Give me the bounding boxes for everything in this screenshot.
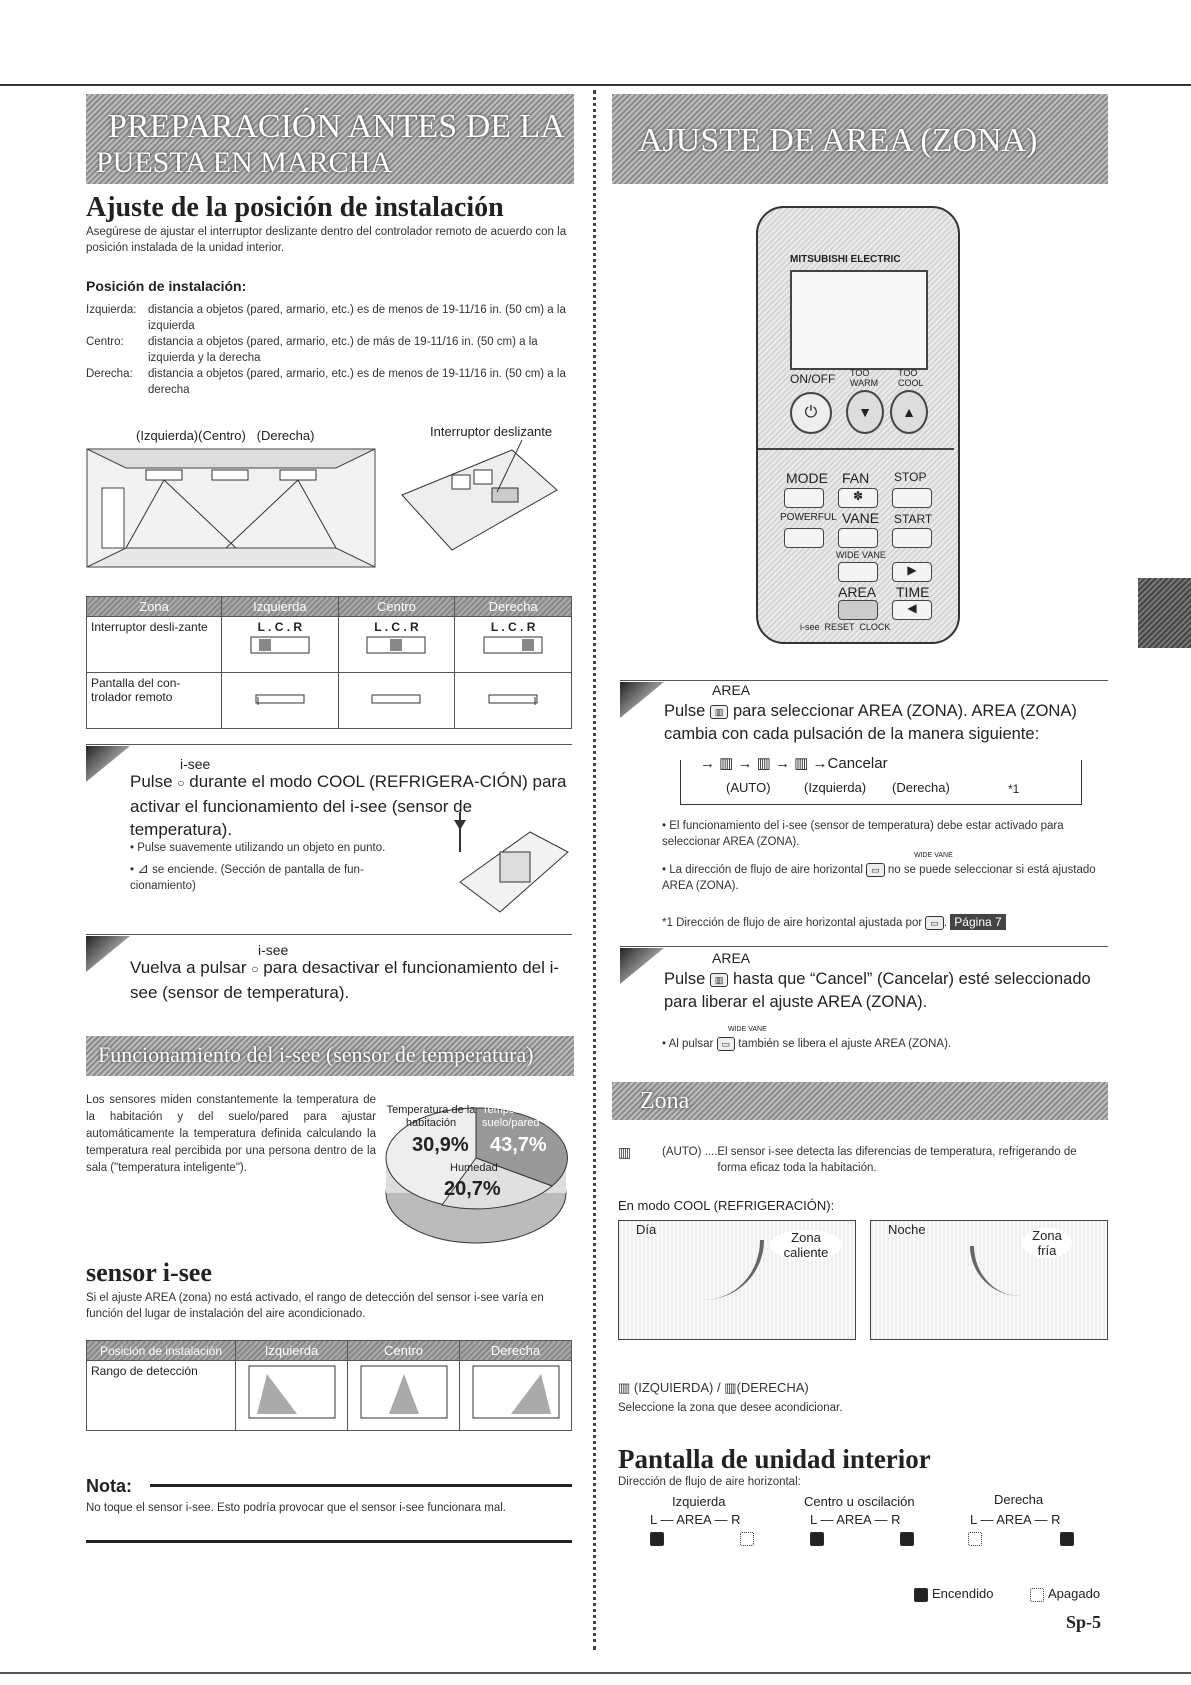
right-zone-icon: ▥ xyxy=(724,1380,737,1395)
step-text-a: Pulse xyxy=(130,772,173,791)
pie-label-room: Temperatura de la habitación xyxy=(386,1104,476,1129)
airflow-center-icon xyxy=(366,691,426,707)
col-header: Izquierda xyxy=(222,597,339,617)
area-button-icon: ▥ xyxy=(710,705,729,719)
lr-label: (IZQUIERDA) / xyxy=(633,1380,721,1395)
row-label: Derecha: xyxy=(86,368,133,380)
wide-vane-icon: ▭ xyxy=(866,863,885,877)
row-label: Centro: xyxy=(86,336,124,348)
zona-auto xyxy=(618,1144,1108,1176)
bullet-text: no se puede seleccionar si está ajustado AREA (ZONA). xyxy=(662,864,1096,892)
area-button[interactable] xyxy=(838,600,878,620)
led-on-icon xyxy=(650,1532,664,1546)
row-text: distancia a objetos (pared, armario, etc.) de más de 19-11/16 in. (50 cm) a la izquierda y la derecha xyxy=(148,336,538,364)
switch-cell-left xyxy=(222,617,339,673)
col-label-left: Izquierda xyxy=(672,1494,726,1509)
area-line-right: L — AREA — R xyxy=(970,1512,1061,1527)
col-label-right: Derecha xyxy=(994,1492,1044,1507)
temp-down-button[interactable]: ▼ xyxy=(846,390,884,434)
time-label: TIME xyxy=(896,584,930,600)
slide-switch-illustration xyxy=(392,440,562,560)
seq-left: (Izquierda) xyxy=(804,780,867,795)
zona-mode-text: En modo COOL (REFRIGERACIÓN): xyxy=(618,1198,835,1213)
isee-button-label: i-see xyxy=(180,756,211,772)
step-marker xyxy=(86,936,130,972)
area-note-1: *1 Dirección de flujo de aire horizontal ajustada por ▭ . Página 7 xyxy=(662,914,1106,931)
wide-vane-small: WIDE VANE xyxy=(914,852,953,859)
top-rule xyxy=(0,84,1191,86)
step-text-b: durante el modo COOL (REFRIGERA-CIÓN) para activar el funcionamiento del i-see (sensor de temperatura). xyxy=(130,772,567,839)
step-text-b: para desactivar el funcionamiento del i-see (sensor de temperatura). xyxy=(130,958,560,1002)
isee-text: Si el ajuste AREA (zona) no está activado, el rango de detección del sensor i-see varía en función del lugar de instalación del aire acondicionado. xyxy=(86,1292,544,1320)
bullet-text: La dirección de flujo de aire horizontal xyxy=(669,864,863,876)
row-label: Interruptor desli-zante xyxy=(87,617,222,673)
auto-label: (AUTO) .... xyxy=(662,1146,718,1158)
step-rule xyxy=(620,946,1108,947)
wide-vane-label: WIDE VANE xyxy=(836,550,886,560)
area-step1-text xyxy=(664,700,1104,746)
legend-off-label: Apagado xyxy=(1048,1586,1101,1601)
row-label: Pantalla del con-trolador remoto xyxy=(87,673,222,729)
section-banner-isee xyxy=(86,1036,574,1076)
led-on-icon xyxy=(810,1532,824,1546)
col-header: Posición de instalación xyxy=(87,1341,236,1361)
bullet-text: Pulse suavemente utilizando un objeto en punto. xyxy=(137,842,386,854)
column-divider xyxy=(593,90,596,1650)
led-off-icon xyxy=(968,1532,982,1546)
banner-text: Zona xyxy=(640,1088,690,1114)
lcr-label: L . C . R xyxy=(257,620,303,634)
remote-brand: MITSUBISHI ELECTRIC xyxy=(790,254,901,265)
pie-value-room: 30,9% xyxy=(412,1134,469,1156)
area-button-label: AREA xyxy=(712,682,751,698)
switch-cell-center xyxy=(338,617,455,673)
display-subtitle: Dirección de flujo de aire horizontal: xyxy=(618,1476,801,1488)
lr-label: (DERECHA) xyxy=(736,1380,809,1395)
bullet-text: Al pulsar xyxy=(668,1038,714,1050)
remote-screen xyxy=(790,270,928,370)
bullet-text: también se libera el ajuste AREA (ZONA). xyxy=(738,1038,952,1050)
day-label: Día xyxy=(636,1222,657,1237)
range-cell-left xyxy=(236,1361,348,1431)
lcr-label: L . C . R xyxy=(374,620,419,634)
isee-button-icon: ○ xyxy=(177,776,185,790)
isee-title: sensor i-see xyxy=(86,1258,212,1287)
legend-off-icon xyxy=(1030,1588,1044,1602)
night-label: Noche xyxy=(888,1222,926,1237)
banner-text: AJUSTE DE AREA (ZONA) xyxy=(638,122,1038,159)
switch-center-icon xyxy=(361,634,431,656)
remote-bottom-labels: i-see RESET CLOCK xyxy=(800,622,891,632)
remote-too-cool: TOO COOL xyxy=(898,368,924,388)
col-header: Zona xyxy=(87,597,222,617)
switch-cell-right xyxy=(455,617,572,673)
area-label: AREA xyxy=(838,584,877,600)
install-row xyxy=(86,334,576,366)
install-subtitle: Posición de instalación: xyxy=(86,278,247,294)
display-cell-center xyxy=(338,673,455,729)
pie-label-floor: Temperatura del suelo/pared xyxy=(482,1104,562,1129)
area-line-left: L — AREA — R xyxy=(650,1512,741,1527)
legend-on-label: Encendido xyxy=(932,1586,994,1601)
nota-text: No toque el sensor i-see. Esto podría provocar que el sensor i-see funcionara mal. xyxy=(86,1502,506,1514)
hot-zone-label: Zona caliente xyxy=(770,1230,842,1260)
airflow-right-icon xyxy=(483,691,543,707)
range-table xyxy=(86,1340,572,1431)
page-number: Sp-5 xyxy=(1066,1612,1102,1632)
install-rows xyxy=(86,302,576,398)
vane-label: VANE xyxy=(842,510,880,526)
seq-auto: (AUTO) xyxy=(726,780,771,795)
step-marker xyxy=(620,682,664,718)
nota-title: Nota: xyxy=(86,1476,132,1496)
step-text-a: Pulse xyxy=(664,970,706,988)
zone-table xyxy=(86,596,572,729)
page-ref-badge[interactable]: Página 7 xyxy=(950,914,1005,930)
fig-caption-positions: (Izquierda)(Centro) (Derecha) xyxy=(136,428,315,443)
time-down-button[interactable]: ◀ xyxy=(892,600,932,620)
led-off-icon xyxy=(740,1532,754,1546)
install-row xyxy=(86,302,576,334)
display-title: Pantalla de unidad interior xyxy=(618,1444,931,1474)
range-cell-center xyxy=(348,1361,460,1431)
switch-right-icon xyxy=(478,634,548,656)
area-step2-text xyxy=(664,968,1104,1014)
isee-button-label: i-see xyxy=(258,942,289,958)
time-up-button[interactable]: ▶ xyxy=(892,562,932,582)
row-text: distancia a objetos (pared, armario, etc.) es de menos de 19-11/16 in. (50 cm) a la izquierda xyxy=(148,304,566,332)
cold-zone-label: Zona fría xyxy=(1022,1228,1072,1258)
bottom-rule xyxy=(0,1672,1191,1674)
zona-lr-text: Seleccione la zona que desee acondicionar. xyxy=(618,1402,843,1414)
range-cell-right xyxy=(460,1361,572,1431)
temp-up-button[interactable]: ▲ xyxy=(890,390,928,434)
sequence-arrows: → ▥ → ▥ → ▥ →Cancelar xyxy=(700,755,888,772)
range-center-icon xyxy=(359,1364,449,1420)
step-rule xyxy=(620,680,1108,681)
step1-bullet-2: • ⊿ se enciende. (Sección de pantalla de fun-cionamiento) xyxy=(130,860,364,892)
fan-button[interactable]: ✽ xyxy=(838,488,878,508)
step-text-b: hasta que “Cancel” (Cancelar) esté seleccionado para liberar el ajuste AREA (ZONA). xyxy=(664,970,1091,1011)
led-on-icon xyxy=(1060,1532,1074,1546)
area-step2-bullet: • Al pulsar ▭ también se libera el ajuste AREA (ZONA). xyxy=(662,1038,952,1050)
remote-onoff: ON/OFF xyxy=(790,372,836,386)
side-tab xyxy=(1138,578,1191,648)
start-timer-button[interactable] xyxy=(892,528,932,548)
col-header: Derecha xyxy=(460,1341,572,1361)
press-illustration xyxy=(440,812,570,924)
col-header: Izquierda xyxy=(236,1341,348,1361)
step-text-a: Pulse xyxy=(664,702,706,720)
isee-symbol-icon: ⊿ xyxy=(137,860,149,876)
nota-bottom-rule xyxy=(86,1540,572,1543)
banner-text: Funcionamiento del i-see (sensor de temperatura) xyxy=(98,1042,534,1067)
lcr-label: L . C . R xyxy=(490,620,536,634)
room-illustration xyxy=(86,448,376,568)
auto-text: El sensor i-see detecta las diferencias de temperatura, refrigerando de forma eficaz toda la habitación. xyxy=(717,1146,1077,1174)
powerful-button[interactable] xyxy=(784,528,824,548)
bullet-text: El funcionamiento del i-see (sensor de temperatura) debe estar activado para seleccionar AREA (ZONA). xyxy=(662,820,1064,848)
pie-value-floor: 43,7% xyxy=(490,1134,547,1156)
step1-bullet-1: • Pulse suavemente utilizando un objeto en punto. xyxy=(130,842,386,854)
left-zone-icon: ▥ xyxy=(618,1380,631,1395)
col-header: Derecha xyxy=(455,597,572,617)
range-right-icon xyxy=(471,1364,561,1420)
banner-line-2: PUESTA EN MARCHA xyxy=(96,146,392,179)
display-cell-right xyxy=(455,673,572,729)
wide-vane-icon: ▭ xyxy=(925,916,944,930)
step-marker xyxy=(620,948,664,984)
isee-button-icon: ○ xyxy=(251,962,259,976)
install-row xyxy=(86,366,576,398)
install-title: Ajuste de la posición de instalación xyxy=(86,192,504,223)
display-cell-left xyxy=(222,673,339,729)
bullet-text: se enciende. (Sección de pantalla de fun-cionamiento) xyxy=(130,864,364,892)
remote-too-warm: TOO WARM xyxy=(850,368,879,388)
area-button-label: AREA xyxy=(712,950,751,966)
section-banner-zona xyxy=(612,1082,1108,1120)
row-label: Rango de detección xyxy=(87,1361,236,1431)
stop-timer-button[interactable] xyxy=(892,488,932,508)
row-text: distancia a objetos (pared, armario, etc.) es de menos de 19-11/16 in. (50 cm) a la derecha xyxy=(148,368,566,396)
start-label: START xyxy=(894,512,933,526)
pie-value-humidity: 20,7% xyxy=(444,1178,501,1200)
banner-line-1: PREPARACIÓN ANTES DE LA xyxy=(108,108,565,145)
zona-lr xyxy=(618,1380,809,1396)
wide-vane-button[interactable] xyxy=(838,562,878,582)
legend-on-icon xyxy=(914,1588,928,1602)
col-header: Centro xyxy=(348,1341,460,1361)
area-bullet-2: • La dirección de flujo de aire horizontal ▭ no se puede seleccionar si está ajustado AREA (ZONA). xyxy=(662,864,1096,892)
section-banner-area xyxy=(612,94,1108,184)
power-button[interactable]: ⏻ xyxy=(790,392,832,434)
area-button-icon: ▥ xyxy=(710,973,729,987)
note-text: *1 Dirección de flujo de aire horizontal ajustada por xyxy=(662,917,923,929)
mode-label: MODE xyxy=(786,470,828,486)
step-text-b: para seleccionar AREA (ZONA). AREA (ZONA) cambia con cada pulsación de la manera siguiente: xyxy=(664,702,1077,743)
row-label: Izquierda: xyxy=(86,304,137,316)
seq-note: *1 xyxy=(1008,782,1020,796)
section-banner-preparation xyxy=(86,94,574,184)
pie-label-humidity: Humedad xyxy=(450,1162,498,1174)
step-rule xyxy=(86,744,572,745)
wide-vane-small: WIDE VANE xyxy=(728,1026,767,1033)
area-bullet-1: • El funcionamiento del i-see (sensor de temperatura) debe estar activado para seleccionar AREA (ZONA). xyxy=(662,820,1064,848)
switch-left-icon xyxy=(245,634,315,656)
sensor-text: Los sensores miden constantemente la temperatura de la habitación y del suelo/pared para ajustar automáticamente la temperatura definida calculando la temperatura real percibida por una persona dentro de la sala ("temperatura inteligente"). xyxy=(86,1094,376,1174)
seq-right: (Derecha) xyxy=(892,780,950,795)
led-on-icon xyxy=(900,1532,914,1546)
step-text-a: Vuelva a pulsar xyxy=(130,958,247,977)
step-rule xyxy=(86,934,572,935)
fig-caption-switch: Interruptor deslizante xyxy=(430,424,553,439)
fan-label: FAN xyxy=(842,470,870,486)
col-header: Centro xyxy=(338,597,455,617)
powerful-label: POWERFUL xyxy=(780,512,837,523)
airflow-left-icon xyxy=(250,691,310,707)
step-marker xyxy=(86,746,130,782)
mode-button[interactable] xyxy=(784,488,824,508)
install-intro: Asegúrese de ajustar el interruptor deslizante dentro del controlador remoto de acuerdo con la posición instalada de la unidad interior. xyxy=(86,226,567,254)
stop-label: STOP xyxy=(894,470,927,484)
nota-rule xyxy=(150,1484,572,1487)
vane-button[interactable] xyxy=(838,528,878,548)
sequence-cancel: Cancelar xyxy=(827,755,888,772)
col-label-center: Centro u oscilación xyxy=(804,1494,915,1509)
auto-icon: ▥ xyxy=(618,1144,632,1160)
area-line-center: L — AREA — R xyxy=(810,1512,901,1527)
step2-text xyxy=(130,956,570,1004)
wide-vane-icon: ▭ xyxy=(717,1037,736,1051)
range-left-icon xyxy=(247,1364,337,1420)
